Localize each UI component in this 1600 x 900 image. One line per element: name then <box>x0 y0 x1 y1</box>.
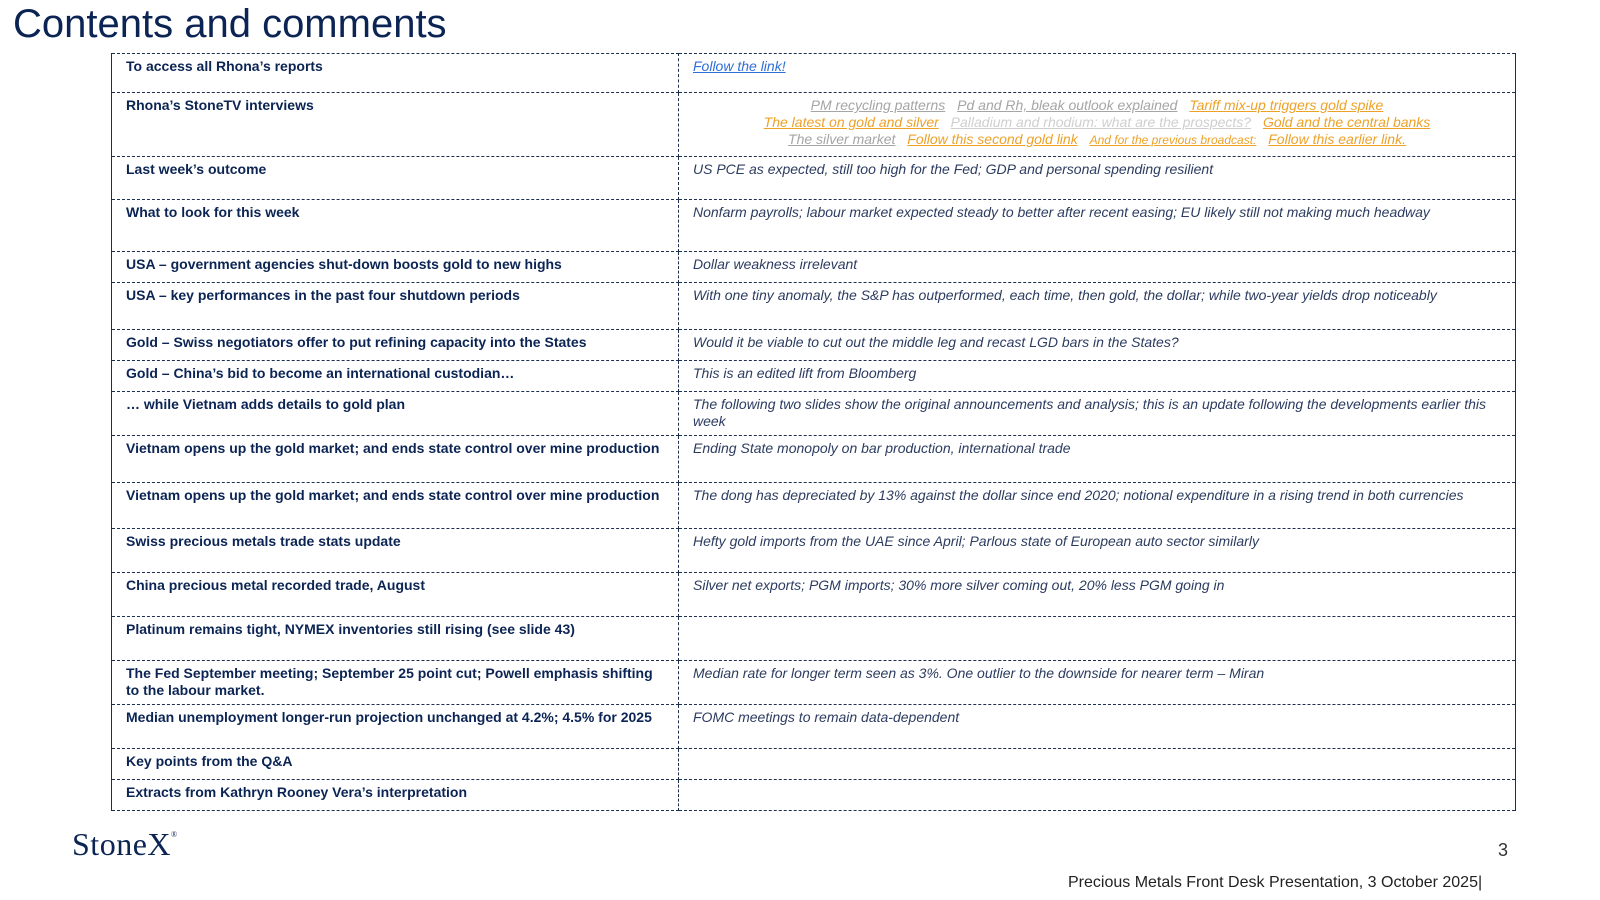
row-topic: Last week’s outcome <box>112 157 679 200</box>
interview-link[interactable]: Tariff mix-up triggers gold spike <box>1189 97 1384 113</box>
row-comment <box>679 780 1516 811</box>
registered-mark: ® <box>171 830 178 839</box>
table-row <box>112 573 1516 617</box>
table-row <box>112 361 1516 392</box>
row-comment: Ending State monopoly on bar production, international trade <box>679 436 1516 483</box>
interview-link[interactable]: Pd and Rh, bleak outlook explained <box>957 97 1178 113</box>
table-row <box>112 529 1516 573</box>
table-row <box>112 436 1516 483</box>
row-topic: Extracts from Kathryn Rooney Vera’s interpretation <box>112 780 679 811</box>
interview-link[interactable]: The silver market <box>788 131 896 147</box>
footer-text: Precious Metals Front Desk Presentation, 3 October 2025| <box>1068 874 1483 891</box>
row-topic: The Fed September meeting; September 25 point cut; Powell emphasis shifting to the labour market. <box>112 661 679 705</box>
table-row <box>112 54 1516 93</box>
table-row <box>112 93 1516 157</box>
interview-link[interactable]: The latest on gold and silver <box>763 114 939 130</box>
table-row <box>112 661 1516 705</box>
row-comment: Dollar weakness irrelevant <box>679 252 1516 283</box>
interviews-links <box>679 93 1516 157</box>
table-row <box>112 780 1516 811</box>
row-comment: Nonfarm payrolls; labour market expected steady to better after recent easing; EU likely still not making much headway <box>679 200 1516 252</box>
row-comment: The dong has depreciated by 13% against the dollar since end 2020; notional expenditure in a rising trend in both currencies <box>679 483 1516 529</box>
table-row <box>112 483 1516 529</box>
row-topic: Platinum remains tight, NYMEX inventories still rising (see slide 43) <box>112 617 679 661</box>
row-comment: Hefty gold imports from the UAE since April; Parlous state of European auto sector similarly <box>679 529 1516 573</box>
row-topic: Rhona’s StoneTV interviews <box>112 93 679 157</box>
row-topic: Key points from the Q&A <box>112 749 679 780</box>
stonex-logo <box>72 826 178 863</box>
row-comment: Silver net exports; PGM imports; 30% more silver coming out, 20% less PGM going in <box>679 573 1516 617</box>
row-comment <box>679 749 1516 780</box>
row-comment: With one tiny anomaly, the S&P has outperformed, each time, then gold, the dollar; while two-year yields drop noticeably <box>679 283 1516 330</box>
row-topic: China precious metal recorded trade, August <box>112 573 679 617</box>
row-topic: Gold – China’s bid to become an international custodian… <box>112 361 679 392</box>
row-topic: Vietnam opens up the gold market; and ends state control over mine production <box>112 483 679 529</box>
row-topic: Gold – Swiss negotiators offer to put refining capacity into the States <box>112 330 679 361</box>
table-row <box>112 705 1516 749</box>
row-topic: USA – government agencies shut-down boosts gold to new highs <box>112 252 679 283</box>
row-comment: The following two slides show the original announcements and analysis; this is an update following the developments earlier this week <box>679 392 1516 436</box>
row-comment <box>679 54 1516 93</box>
interview-link[interactable]: Gold and the central banks <box>1262 114 1431 130</box>
row-comment: This is an edited lift from Bloomberg <box>679 361 1516 392</box>
interview-link[interactable]: Follow this second gold link <box>907 131 1078 147</box>
table-row <box>112 283 1516 330</box>
table-row <box>112 200 1516 252</box>
table-row <box>112 392 1516 436</box>
reports-link[interactable]: Follow the link! <box>693 58 786 74</box>
row-topic: … while Vietnam adds details to gold plan <box>112 392 679 436</box>
row-comment: Median rate for longer term seen as 3%. One outlier to the downside for nearer term – Miran <box>679 661 1516 705</box>
row-comment: US PCE as expected, still too high for the Fed; GDP and personal spending resilient <box>679 157 1516 200</box>
logo-text: StoneX <box>72 826 171 862</box>
row-topic: USA – key performances in the past four shutdown periods <box>112 283 679 330</box>
row-topic: Swiss precious metals trade stats update <box>112 529 679 573</box>
interview-link[interactable]: And for the previous broadcast: <box>1089 133 1257 147</box>
table-row <box>112 252 1516 283</box>
table-row <box>112 157 1516 200</box>
table-row <box>112 617 1516 661</box>
table-row <box>112 330 1516 361</box>
row-topic: To access all Rhona’s reports <box>112 54 679 93</box>
row-comment: Would it be viable to cut out the middle leg and recast LGD bars in the States? <box>679 330 1516 361</box>
row-topic: What to look for this week <box>112 200 679 252</box>
page-title: Contents and comments <box>13 2 447 46</box>
row-topic: Vietnam opens up the gold market; and ends state control over mine production <box>112 436 679 483</box>
contents-table <box>111 53 1516 811</box>
interview-link[interactable]: PM recycling patterns <box>810 97 946 113</box>
row-comment <box>679 617 1516 661</box>
interview-link[interactable]: Palladium and rhodium: what are the prospects? <box>950 114 1252 130</box>
row-topic: Median unemployment longer-run projection unchanged at 4.2%; 4.5% for 2025 <box>112 705 679 749</box>
interview-link[interactable]: Follow this earlier link. <box>1268 131 1406 147</box>
table-row <box>112 749 1516 780</box>
row-comment: FOMC meetings to remain data-dependent <box>679 705 1516 749</box>
page-number: 3 <box>1498 840 1509 860</box>
